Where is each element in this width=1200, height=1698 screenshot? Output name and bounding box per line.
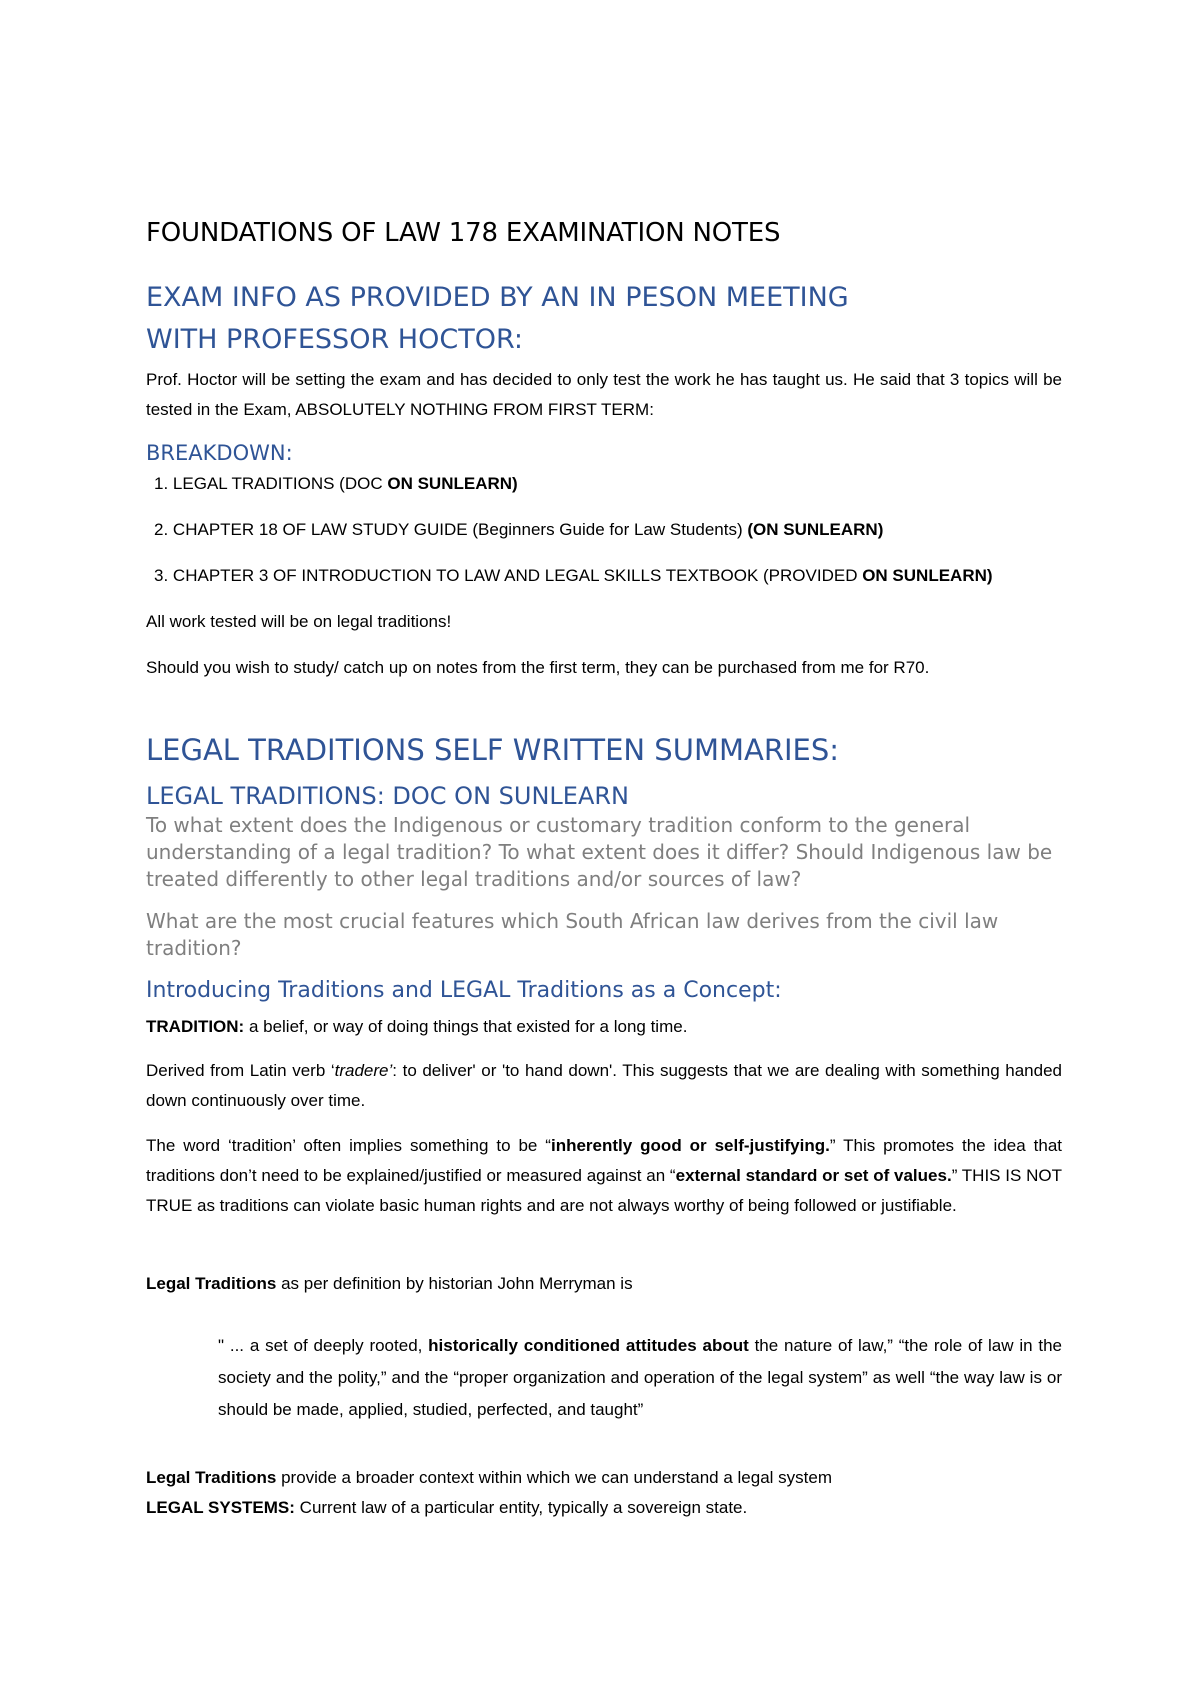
breakdown-item-number: 3. — [154, 566, 169, 585]
question-civil-law-features: What are the most crucial features which South African law derives from the civil law tradition? — [146, 909, 999, 960]
legal-systems-definition — [146, 1493, 1062, 1523]
quote-bold: historically conditioned attitudes about — [428, 1336, 749, 1355]
exam-info-heading-line1: EXAM INFO AS PROVIDED BY AN IN PESON MEETING — [146, 282, 849, 313]
breakdown-item-bold: (ON SUNLEARN) — [747, 520, 884, 539]
word-text-b: ” This promotes the idea that traditions don’t need to be explained/justified or measured against an “ — [146, 1136, 1062, 1185]
derived-text-a: Derived from Latin verb ‘ — [146, 1061, 335, 1080]
breakdown-item-bold: ON SUNLEARN) — [387, 474, 518, 493]
merryman-text: as per definition by historian John Merryman is — [276, 1274, 633, 1293]
word-text-a: The word ‘tradition’ often implies something to be “ — [146, 1136, 551, 1155]
breakdown-item-text: CHAPTER 3 OF INTRODUCTION TO LAW AND LEGAL SKILLS TEXTBOOK (PROVIDED — [172, 566, 863, 585]
context-bold: Legal Traditions — [146, 1468, 277, 1487]
context-paragraph — [146, 1463, 1062, 1493]
breakdown-item-text: CHAPTER 18 OF LAW STUDY GUIDE (Beginners Guide for Law Students) — [172, 520, 748, 539]
legal-systems-label: LEGAL SYSTEMS: — [146, 1498, 295, 1517]
question-indigenous-tradition: To what extent does the Indigenous or customary tradition conform to the general understanding of a legal tradition? To what extent does it differ? Should Indigenous law be treated differently to other legal traditions and/or sources of law? — [146, 813, 1053, 891]
tradition-definition-text: a belief, or way of doing things that existed for a long time. — [244, 1017, 688, 1036]
merryman-bold: Legal Traditions — [146, 1274, 277, 1293]
merryman-paragraph — [146, 1269, 1062, 1299]
summaries-subheading: LEGAL TRADITIONS: DOC ON SUNLEARN — [146, 782, 629, 810]
word-text-c: ” THIS IS NOT TRUE as traditions can violate basic human rights and are not always worthy of being followed or justifiable. — [146, 1166, 1062, 1215]
breakdown-item-bold: ON SUNLEARN) — [862, 566, 993, 585]
exam-info-heading-line2: WITH PROFESSOR HOCTOR: — [146, 324, 523, 355]
derived-latin-word: tradere’ — [334, 1061, 393, 1080]
derived-text-b: : to deliver' or 'to hand down'. This suggests that we are dealing with something handed down continuously over time. — [146, 1061, 1062, 1110]
breakdown-item-3 — [154, 563, 993, 589]
word-bold-2: external standard or set of values. — [675, 1166, 952, 1185]
summaries-heading: LEGAL TRADITIONS SELF WRITTEN SUMMARIES: — [146, 733, 840, 767]
intro-heading: Introducing Traditions and LEGAL Traditions as a Concept: — [146, 978, 782, 1003]
quote-text-b: the nature of law,” “the role of law in the society and the polity,” and the “proper organization and operation of the legal system” as well “the way law is or should be made, applied, studied, perfected, and taught” — [218, 1336, 1062, 1419]
breakdown-item-text: LEGAL TRADITIONS (DOC — [172, 474, 388, 493]
exam-info-paragraph: Prof. Hoctor will be setting the exam and has decided to only test the work he has taught us. He said that 3 topics will be tested in the Exam, ABSOLUTELY NOTHING FROM FIRST TERM: — [146, 370, 1062, 419]
breakdown-item-number: 2. — [154, 520, 169, 539]
quote-text-a: " ... a set of deeply rooted, — [218, 1336, 429, 1355]
tradition-word-paragraph — [146, 1131, 1062, 1221]
tradition-label: TRADITION: — [146, 1017, 245, 1036]
breakdown-item-number: 1. — [154, 474, 169, 493]
merryman-quote — [218, 1330, 1062, 1426]
breakdown-heading: BREAKDOWN: — [146, 441, 293, 465]
legal-systems-text: Current law of a particular entity, typically a sovereign state. — [294, 1498, 748, 1517]
tradition-definition — [146, 1012, 1062, 1042]
breakdown-note-purchase: Should you wish to study/ catch up on notes from the first term, they can be purchased from me for R70. — [146, 658, 930, 677]
breakdown-item-1 — [154, 471, 518, 497]
context-text: provide a broader context within which we can understand a legal system — [276, 1468, 832, 1487]
document-title: FOUNDATIONS OF LAW 178 EXAMINATION NOTES — [146, 218, 781, 248]
word-bold-1: inherently good or self-justifying. — [550, 1136, 830, 1155]
breakdown-item-2 — [154, 517, 883, 543]
derived-paragraph — [146, 1056, 1062, 1116]
breakdown-note-all-work: All work tested will be on legal traditions! — [146, 612, 452, 631]
